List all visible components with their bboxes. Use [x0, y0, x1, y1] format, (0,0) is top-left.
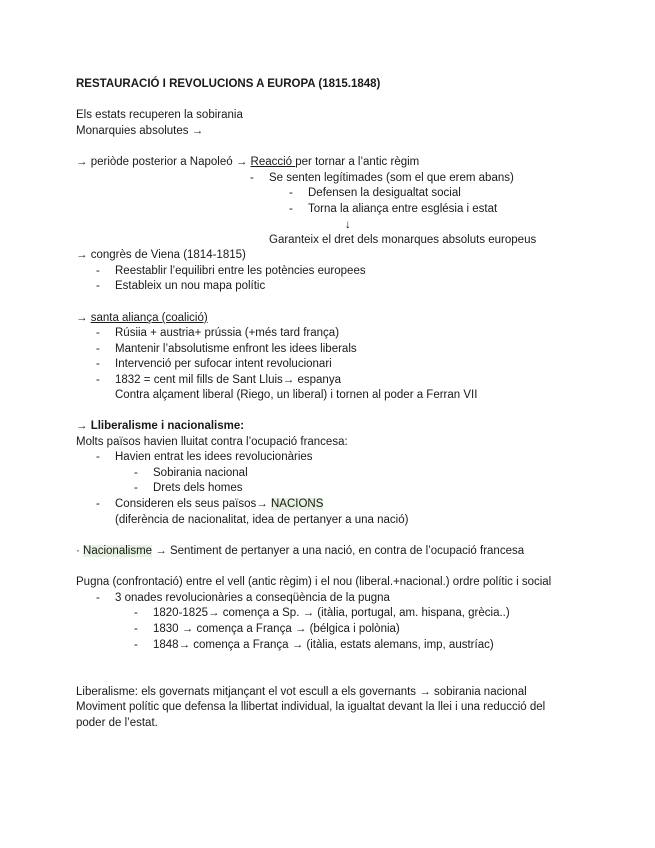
dash-bullet: - — [134, 607, 138, 619]
dash-bullet: - — [289, 187, 293, 199]
congres-heading: → congrès de Viena (1814-1815) — [76, 249, 246, 261]
dash-bullet: - — [96, 451, 100, 463]
santa-item-2: Mantenir l’absolutisme enfront les idees liberals — [115, 343, 357, 355]
document-title: RESTAURACIÓ I REVOLUCIONS A EUROPA (1815.1848) — [76, 78, 381, 90]
dash-bullet: - — [96, 374, 100, 386]
dash-bullet: - — [96, 343, 100, 355]
pugna-sub-3: 1848→ comença a França → (itàlia, estats alemans, imp, austríac) — [153, 639, 494, 651]
final-line-2: Moviment polític que defensa la llibertat individual, la igualtat devant la llei i una reducció del — [76, 701, 546, 713]
lib-item-1: Havien entrat les idees revolucionàries — [115, 451, 313, 463]
congres-item-1: Reestablir l’equilibri entre les potències europees — [115, 265, 366, 277]
dash-bullet: - — [250, 172, 254, 184]
napoleo-sub-2: Defensen la desigualtat social — [308, 187, 461, 199]
santa-heading — [76, 311, 208, 325]
congres-item-2: Estableix un nou mapa polític — [115, 280, 266, 292]
napoleo-conclusion: Garanteix el dret dels monarques absoluts europeus — [269, 234, 537, 246]
dash-bullet: - — [289, 203, 293, 215]
pugna-sub-1: 1820-1825→ comença a Sp. → (itàlia, portugal, am. hispana, grècia..) — [153, 607, 510, 619]
final-line-3: poder de l’estat. — [76, 717, 158, 729]
nacionalisme-line — [76, 544, 524, 558]
final-line-1: Liberalisme: els governats mitjançant el vot escull a els governants → sobirania nacional — [76, 686, 527, 698]
intro-line-2: Monarquies absolutes → — [76, 125, 204, 137]
santa-item-3: Intervenció per sufocar intent revolucionari — [115, 358, 332, 370]
santa-item-1: Rúsiia + austria+ prússia (+més tard frança) — [115, 327, 340, 339]
dash-bullet: - — [96, 265, 100, 277]
dash-bullet: - — [134, 467, 138, 479]
dash-bullet: - — [134, 639, 138, 651]
lib-item-2-pre: Consideren els seus països→ — [115, 498, 271, 510]
santa-alianca-link: santa aliança (coalició) — [90, 312, 208, 324]
dash-bullet: - — [96, 358, 100, 370]
reaccio-link: Reacció — [250, 156, 296, 168]
napoleo-pre: → periòde posterior a Napoleó → — [76, 156, 251, 168]
lib-item-2 — [115, 497, 323, 511]
pugna-line: Pugna (confrontació) entre el vell (antic règim) i el nou (liberal.+nacional.) ordre polític i social — [76, 576, 552, 588]
nacions-highlight: NACIONS — [270, 498, 324, 510]
lib-line-1: Molts països havien lluitat contra l’ocupació francesa: — [76, 436, 348, 448]
lib-sub-1: Sobirania nacional — [153, 467, 248, 479]
dash-bullet: - — [96, 498, 100, 510]
napoleo-post: per tornar a l’antic règim — [295, 156, 420, 168]
santa-item-4: 1832 = cent mil fills de Sant Lluis→ espanya — [115, 374, 341, 386]
napoleo-sub-3: Torna la aliança entre església i estat — [308, 203, 498, 215]
dash-bullet: - — [96, 280, 100, 292]
lib-sub-2: Drets dels homes — [153, 482, 243, 494]
dash-bullet: - — [134, 623, 138, 635]
napoleo-line — [76, 155, 419, 169]
pugna-item-1: 3 onades revolucionàries a conseqüència de la pugna — [115, 592, 390, 604]
pugna-sub-2: 1830 → comença a França → (bélgica i polònia) — [153, 623, 400, 635]
lib-heading: → Lliberalisme i nacionalisme: — [76, 420, 245, 432]
nac-pre: · — [76, 545, 84, 557]
dash-bullet: - — [96, 327, 100, 339]
down-arrow: ↓ — [345, 219, 351, 231]
dash-bullet: - — [96, 592, 100, 604]
napoleo-sub-1: Se senten legítimades (som el que erem abans) — [269, 172, 514, 184]
dash-bullet: - — [134, 482, 138, 494]
santa-pre: → — [76, 312, 91, 324]
santa-item-4-cont: Contra alçament liberal (Riego, un liberal) i tornen al poder a Ferran VII — [115, 389, 478, 401]
nacionalisme-highlight: Nacionalisme — [83, 545, 153, 557]
nac-post: → Sentiment de pertanyer a una nació, en contra de l’ocupació francesa — [152, 545, 525, 557]
lib-item-2-cont: (diferència de nacionalitat, idea de pertanyer a una nació) — [115, 514, 409, 526]
intro-line-1: Els estats recuperen la sobirania — [76, 109, 243, 121]
